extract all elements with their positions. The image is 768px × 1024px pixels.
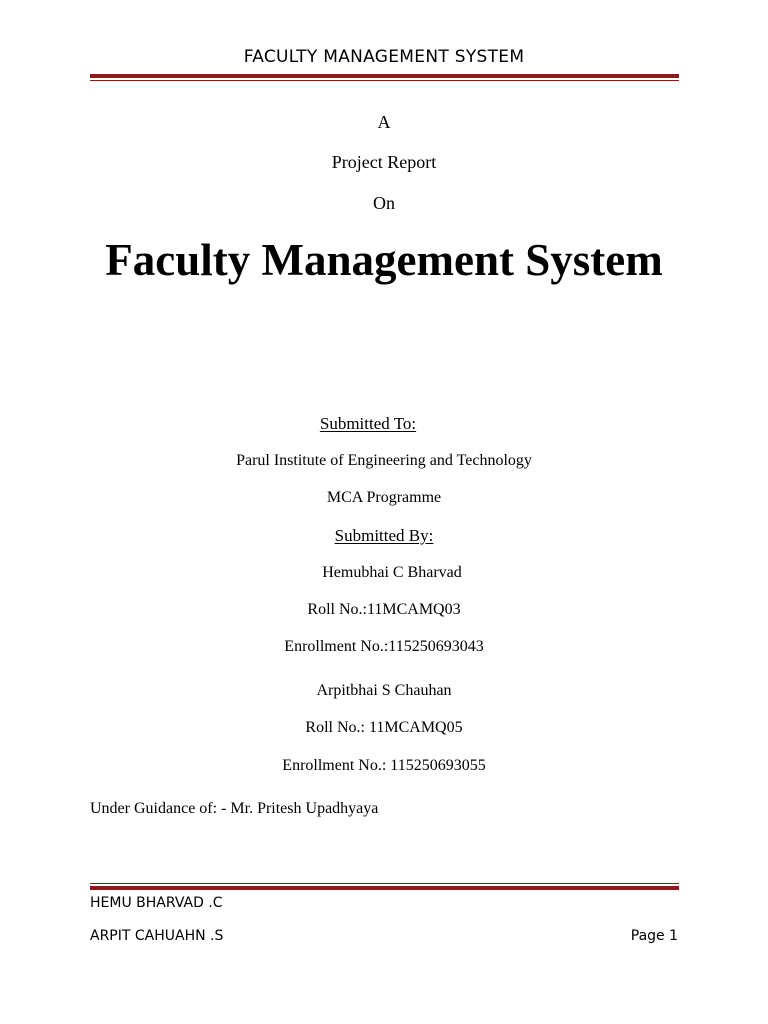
student-1-roll: Roll No.:11MCAMQ03 [307, 601, 461, 618]
student-2-name: Arpitbhai S Chauhan [316, 682, 452, 699]
submitted-by-label [0, 526, 768, 546]
submitted-to-text: Submitted To: [319, 414, 417, 433]
student-1-name: Hemubhai C Bharvad [322, 564, 462, 581]
page-number: Page 1 [630, 928, 678, 944]
header-title: FACULTY MANAGEMENT SYSTEM [243, 47, 525, 67]
institute-name: Parul Institute of Engineering and Technology [236, 452, 532, 469]
main-title: Faculty Management System [105, 235, 663, 285]
student-1-enrollment: Enrollment No.:115250693043 [284, 638, 484, 655]
footer-rule-thin [90, 883, 679, 884]
footer-author-1: HEMU BHARVAD .C [90, 895, 223, 911]
cover-line-on: On [373, 193, 395, 213]
footer-rule [90, 886, 679, 890]
header-rule-thin [90, 80, 679, 81]
footer-author-2: ARPIT CAHUAHN .S [90, 928, 224, 944]
student-2-roll: Roll No.: 11MCAMQ05 [305, 719, 463, 736]
header-rule [90, 74, 679, 78]
student-2-enrollment: Enrollment No.: 115250693055 [282, 757, 486, 774]
submitted-by-text: Submitted By: [334, 526, 434, 545]
submitted-to-label [0, 414, 752, 434]
cover-line-project-report: Project Report [331, 152, 437, 172]
guidance-line: Under Guidance of: - Mr. Pritesh Upadhyaya [90, 800, 379, 817]
cover-line-a: A [377, 112, 391, 132]
programme-name: MCA Programme [326, 489, 442, 506]
